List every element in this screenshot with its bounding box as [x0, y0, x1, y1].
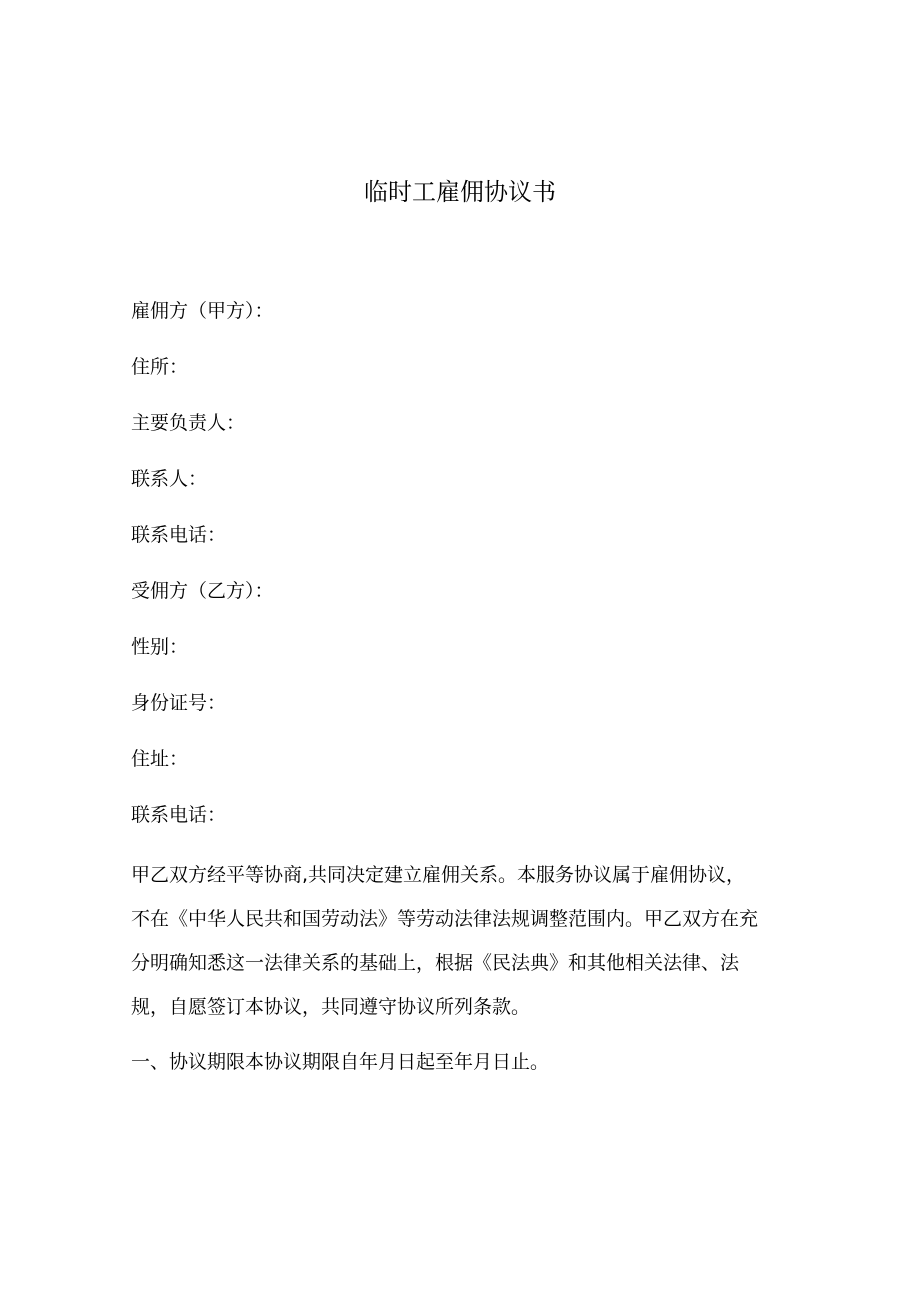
intro-line: 分明确知悉这一法律关系的基础上，根据《民法典》和其他相关法律、法: [131, 952, 740, 974]
gender-field: 性别：: [131, 636, 189, 658]
intro-paragraph: [131, 853, 801, 1029]
party-info-list: [131, 294, 274, 854]
employer-address-field: 住所：: [131, 356, 189, 378]
principal-field: 主要负责人：: [131, 412, 246, 434]
employer-field: 雇佣方（甲方）：: [131, 300, 274, 322]
employee-phone-field: 联系电话：: [131, 804, 227, 826]
employee-field: 受佣方（乙方）：: [131, 580, 274, 602]
id-number-field: 身份证号：: [131, 692, 227, 714]
contact-person-field: 联系人：: [131, 468, 208, 490]
clause-term: 一、协议期限本协议期限自年月日起至年月日止。: [131, 1051, 550, 1073]
intro-line: 规，自愿签订本协议，共同遵守协议所列条款。: [131, 996, 531, 1018]
employee-address-field: 住址：: [131, 748, 189, 770]
page-title: 临时工雇佣协议书: [364, 178, 556, 206]
employer-phone-field: 联系电话：: [131, 524, 227, 546]
intro-line: 甲乙双方经平等协商,共同决定建立雇佣关系。本服务协议属于雇佣协议，: [131, 864, 746, 886]
intro-line: 不在《中华人民共和国劳动法》等劳动法律法规调整范围内。甲乙双方在充: [131, 908, 759, 930]
